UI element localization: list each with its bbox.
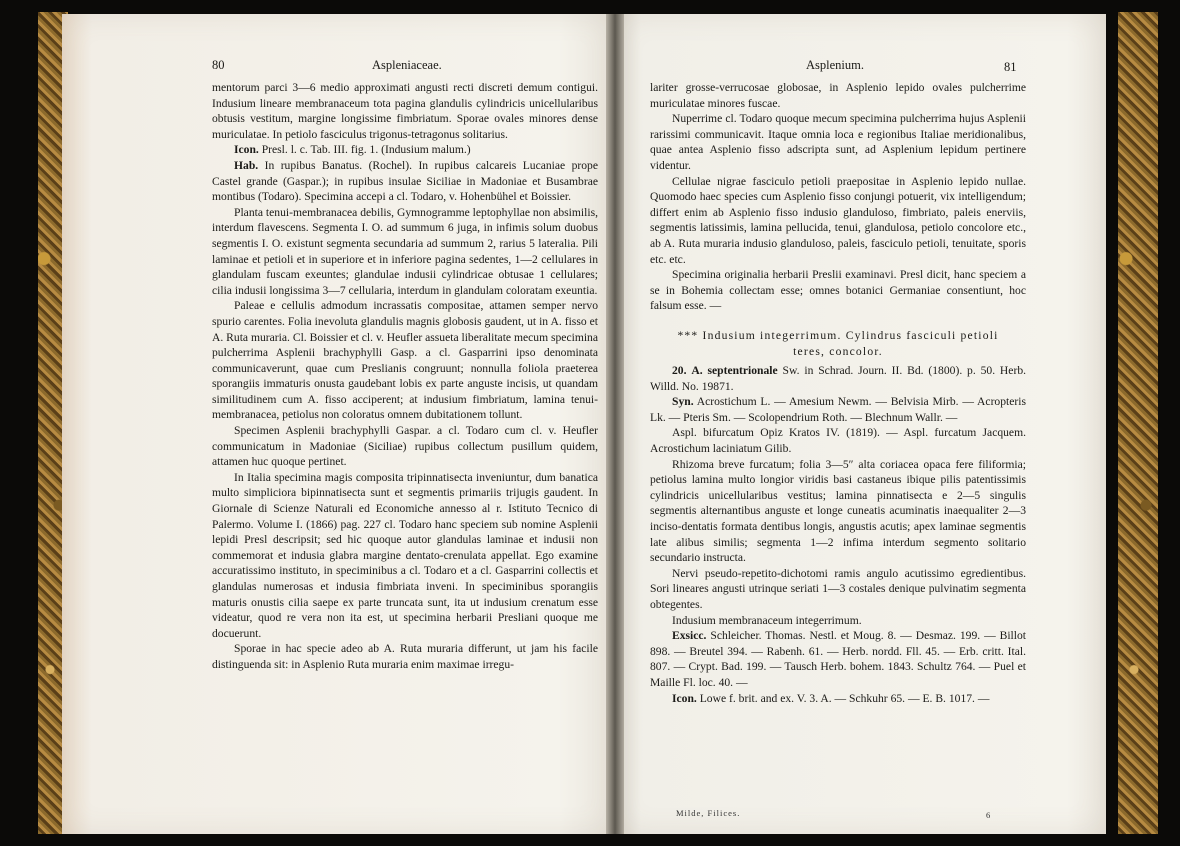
right-icon-label: Icon. [672,691,697,705]
exsiccatae-line [650,628,1026,690]
species-number: 20. [672,364,687,378]
right-icon-text: Lowe f. brit. and ex. V. 3. A. — Schkuhr 65. — E. B. 1017. — [699,691,990,705]
right-paragraph-5: Rhizoma breve furcatum; folia 3—5″ alta coriacea opaca fere filiformia; petiolus lamina multo longior viridis basi castaneus ibique pilis patentissimis cylindricis unicellularibus vestitus; lamina pinnatisecta e 2—5 singulis segmentis alternantibus anguste et longe cuneatis acuminatis inaequaliter 2—3 inciso-dentatis formata dentibus longis, angustis acutis; apex laminae segmentis late alibus similis; segmenta 1—2 infima interdum segmento solitario secundario instructa. [650,457,1026,565]
syn-text: Acrostichum L. — Amesium Newm. — Belvisia Mirb. — Acropteris Lk. — Pteris Sm. — Scolopendrium Roth. — Blechnum Wallr. — [650,395,1026,424]
species-heading [650,363,1026,394]
left-paragraph-3: Planta tenui-membranacea debilis, Gymnogramme leptophyllae non absimilis, interdum flavescens. Segmenta I. O. ad summum 6 juga, in infimis solum duobus segmentis I. O. existunt segmenta secundaria ad summum 2, rarius 5 lateralia. Pili laminae et petioli et in superiore et in inferiore pagina sedentes, 1—2 cellulares in glandulam fuscam exeuntes; glandulae indusii cylindricae obtusae 1 cellulares; cilia indusii longissima 3—7 cellularia, interdum in glandulam coloratam exeuntia. [212,205,598,297]
right-paragraph-3: Cellulae nigrae fasciculo petioli praepositae in Asplenio lepido nullae. Quomodo haec species cum Asplenio fisso conjungi potuerit, vix intelligendum; differt enim ab Asplenio fisso indusio glanduloso, fimbriato, paleis enerviis, segmentis latissimis, lamina pellucida, tenui, glandulosa, petiolo concolore etc., ab A. Ruta muraria indusio glanduloso, paleis, fasciculo petioli, tenuitate, sporis etc. etc. [650,174,1026,266]
exs-text: Schleicher. Thomas. Nestl. et Moug. 8. — Desmaz. 199. — Billot 898. — Breutel 394. — Rabenh. 61. — Herb. nordd. Fll. 45. — Erb. critt. Ital. 807. — Crypt. Bad. 199. — Tausch Herb. bohem. 1843. Schultz 764. — Puel et Maille Fl. loc. 40. — [650,629,1027,689]
icon-text: Presl. l. c. Tab. III. fig. 1. (Indusium malum.) [261,143,471,157]
left-paragraph-6: In Italia specimina magis composita tripinnatisecta inveniuntur, dum banatica multo simpliciora bipinnatisecta sunt et segmentis primariis trijugis gaudent. In Giornale di Scienze Naturali ed Economiche annesso al r. Istituto Tecnico di Palermo. Volume I. (1866) pag. 227 cl. Todaro hanc speciem sub nomine Asplenii lepidi Presl descripsit; sed hic quoque autor glandulas laminae et indusii non commemorat et indusia glabra margine dentato-crenulata appellat. Ego examine accuratissimo instituto, in speciminibus a cl. Todaro et a cl. Gasparrini collectis et glandulas numerosas et indusia fimbriata inveni. In speciminibus sporangiis maturis onustis cilia saepe ex parte truncata sunt, ita ut indusium crenatum esse videatur, quod re vera non ita est, ut specimina herbarii Presliani quoque me docuerunt. [212,470,598,640]
synonyms-line [650,394,1026,425]
book-gutter [606,14,624,834]
right-paragraph-1: lariter grosse-verrucosae globosae, in Asplenio lepido ovales pulcherrime muriculatae minores fuscae. [650,81,1026,110]
section-heading-line-2: teres, concolor. [793,344,883,358]
species-citation: Sw. in Schrad. Journ. II. Bd. (1800). p. 50. Herb. Willd. No. 19871. [650,364,1027,393]
right-icon-line [650,691,1026,707]
footer-signature: Milde, Filices. [676,808,741,818]
syn-label: Syn. [672,395,694,409]
left-paragraph-7: Sporae in hac specie adeo ab A. Ruta muraria differunt, ut jam his facile distinguenda sit: in Asplenio Ruta muraria enim maximae irregu- [212,642,598,671]
left-paragraph-4: Paleae e cellulis admodum incrassatis compositae, attamen semper nervo spurio carentes. Folia inevoluta glandulis magnis globosis gaudent, ut in A. fisso et A. Ruta muraria. Cl. Boissier et cl. v. Heufler assueta liberalitate mecum specimina pulcherrima Asplenii brachyphylli Gasp. a cl. Gasparrini ipso denominata communicaverunt, quae cum Preslianis congruunt; nonnulla foliola praeterea sporangiis immaturis onusta gaudebant lobis ex parte anguste incisis, ut quandam similitudinem cum A. fisso acciperent; at indusium fimbriatum, lamina tenui-membranacea, petiolus non coloratus omnem dubitationem tollunt. [212,299,598,422]
right-paragraph-2: Nuperrime cl. Todaro quoque mecum specimina pulcherrima hujus Asplenii rarissimi communicavit. Itaque omnia loca e regionibus Italiae meridionalibus, quae antea Asplenio fisso adscripta sunt, ad Asplenium lepidum pertinere videntur. [650,112,1026,172]
right-page-number: 81 [1004,60,1017,74]
left-paragraph-1: mentorum parci 3—6 medio approximati angusti recti discreti demum contigui. Indusium lineare membranaceum tota pagina glandulis cylindricis unicellularibus obtusis vestitum, margine longissime fimbriatum. Sporae ovales minores dense muriculatae. In petiolo fasciculus trigonus-tetragonus solitarius. [212,81,598,141]
right-paragraph-4: Specimina originalia herbarii Preslii examinavi. Presl dicit, hanc speciem a se in Bohemia collectam esse; omnes botanici Germaniae consentiunt, hoc falsum esse. — [650,268,1026,313]
exs-label: Exsicc. [672,629,707,643]
footer-gathering-mark: 6 [986,810,992,820]
hab-text: In rupibus Banatus. (Rochel). In rupibus calcareis Lucaniae prope Castel grande (Gaspar.); in rupibus insulae Siciliae in Madoniae et Busambrae montibus (Todaro). Specimina accepi a cl. Todaro, v. Hohenbühel et Boissier. [212,158,599,204]
section-heading-line-1: *** Indusium integerrimum. Cylindrus fasciculi petioli [677,328,999,342]
right-paragraph-7: Indusium membranaceum integerrimum. [672,613,862,627]
right-page-text [650,80,1026,706]
left-icon-line [212,142,598,158]
left-running-head: Aspleniaceae. [372,58,442,72]
left-page-number: 80 [212,58,225,72]
aspl-synonyms: Aspl. bifurcatum Opiz Kratos IV. (1819). — Aspl. furcatum Jacquem. Acrostichum laciniatum Gilib. [650,426,1026,456]
book-cover-right-edge [1118,12,1158,834]
hab-label: Hab. [234,158,259,172]
icon-label: Icon. [234,143,259,157]
right-paragraph-6: Nervi pseudo-repetito-dichotomi ramis angulo acutissimo egredientibus. Sori lineares angusti utrinque seriati 1—3 costales denique pulvinatim segmenta obtegentes. [650,566,1026,611]
left-hab-line [212,158,598,205]
species-name: A. septentrionale [691,364,778,378]
left-paragraph-5: Specimen Asplenii brachyphylli Gaspar. a cl. Todaro cum cl. v. Heufler communicatum in Madoniae (Siciliae) rupibus collectum pusillum quidem, attamen huc quoque pertinet. [212,424,598,469]
right-running-head: Asplenium. [806,58,864,72]
left-page-text [212,80,598,673]
